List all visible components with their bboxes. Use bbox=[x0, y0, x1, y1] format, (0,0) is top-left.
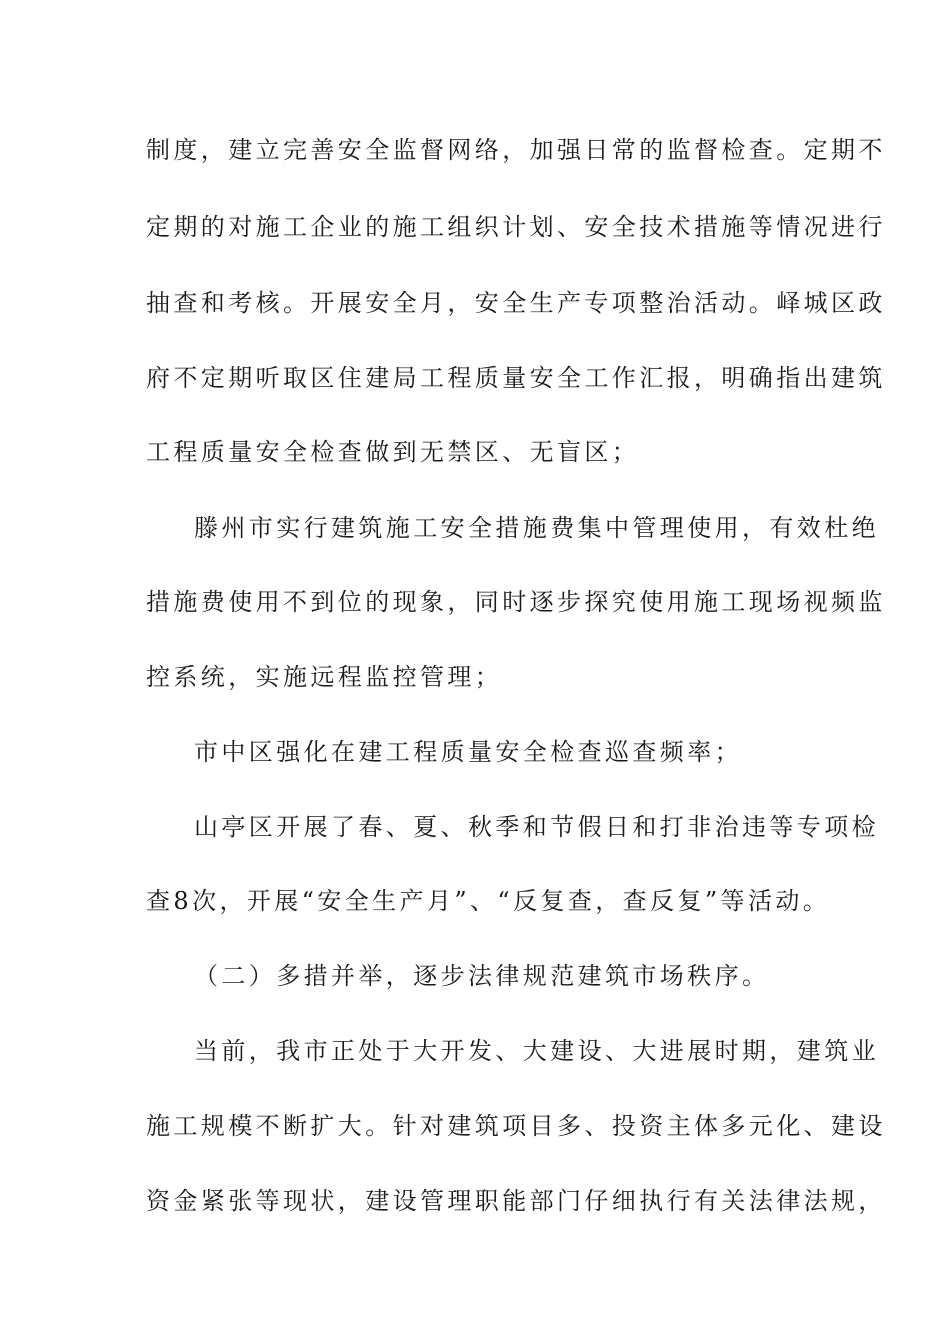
paragraph-line: 定期的对施工企业的施工组织计划、安全技术措施等情况进行 bbox=[146, 213, 886, 241]
paragraph-line: 市中区强化在建工程质量安全检查巡查频率； bbox=[194, 738, 742, 766]
section-heading: （二）多措并举，逐步法律规范建筑市场秩序。 bbox=[194, 962, 770, 990]
paragraph-line: 当前，我市正处于大开发、大建设、大进展时期，建筑业 bbox=[194, 1037, 879, 1065]
paragraph-line: 府不定期听取区住建局工程质量安全工作汇报，明确指出建筑 bbox=[146, 364, 886, 392]
paragraph-line: 制度，建立完善安全监督网络，加强日常的监督检查。定期不 bbox=[146, 136, 886, 164]
paragraph-line: 工程质量安全检查做到无禁区、无盲区； bbox=[146, 438, 640, 466]
paragraph-line: 措施费使用不到位的现象，同时逐步探究使用施工现场视频监 bbox=[146, 588, 886, 616]
paragraph-line: 滕州市实行建筑施工安全措施费集中管理使用，有效杜绝 bbox=[194, 514, 879, 542]
paragraph-line: 山亭区开展了春、夏、秋季和节假日和打非治违等专项检 bbox=[194, 813, 879, 841]
paragraph-line: 抽查和考核。开展安全月，安全生产专项整治活动。峄城区政 bbox=[146, 289, 886, 317]
paragraph-line: 查8次，开展“安全生产月”、“反复查，查反复”等活动。 bbox=[146, 887, 831, 915]
paragraph-line: 资金紧张等现状，建设管理职能部门仔细执行有关法律法规， bbox=[146, 1187, 886, 1215]
paragraph-line: 控系统，实施远程监控管理； bbox=[146, 663, 503, 691]
paragraph-line: 施工规模不断扩大。针对建筑项目多、投资主体多元化、建设 bbox=[146, 1112, 886, 1140]
